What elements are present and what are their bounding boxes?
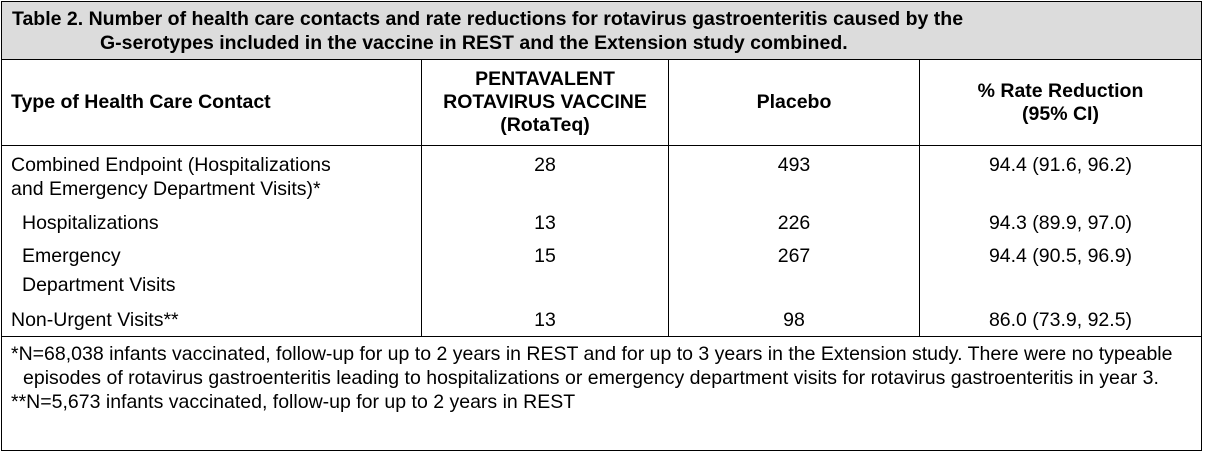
caption-line-2: G-serotypes included in the vaccine in REST and the Extension study combined. — [100, 32, 848, 54]
footnote-1: *N=68,038 infants vaccinated, follow-up for up to 2 years in REST and for up to 3 years in the Extension study. There were no typeable episodes of rotavirus gastroenteritis leading to hospitalizations or emergency department visits for rotavirus gastroenteritis in year 3. — [11, 343, 1173, 389]
placebo-value: 98 — [669, 306, 920, 336]
header-vaccine-line-2: ROTAVIRUS VACCINE — [443, 91, 647, 113]
placebo-value: 267 — [669, 239, 920, 306]
placebo-value: 226 — [669, 206, 920, 239]
data-table — [2, 60, 1201, 336]
reduction-value: 94.3 (89.9, 97.0) — [920, 206, 1202, 239]
header-rate-reduction-line-1: % Rate Reduction — [977, 79, 1144, 102]
row-label — [2, 146, 422, 207]
table-caption — [2, 2, 1201, 60]
header-type-of-contact: Type of Health Care Contact — [2, 60, 422, 146]
table-row — [2, 206, 1201, 239]
header-vaccine-line-1: PENTAVALENT — [475, 68, 615, 90]
vaccine-value: 15 — [422, 239, 669, 306]
header-row — [2, 60, 1201, 146]
row-label-line-2: Department Visits — [22, 274, 176, 296]
table-frame — [1, 1, 1202, 451]
row-label-line-2: and Emergency Department Visits)* — [11, 178, 321, 200]
placebo-value: 493 — [669, 146, 920, 207]
header-placebo: Placebo — [669, 60, 920, 146]
vaccine-value: 13 — [422, 206, 669, 239]
row-label-line-1: Combined Endpoint (Hospitalizations — [11, 154, 331, 176]
table-row — [2, 146, 1201, 207]
table-row — [2, 306, 1201, 336]
header-vaccine-line-3: (RotaTeq) — [500, 114, 590, 136]
header-rate-reduction-line-2: (95% CI) — [1022, 102, 1099, 125]
row-label — [2, 239, 422, 306]
row-label-line-1: Emergency — [22, 245, 121, 267]
row-label: Hospitalizations — [22, 212, 159, 234]
header-rate-reduction — [920, 60, 1202, 146]
reduction-value: 86.0 (73.9, 92.5) — [920, 306, 1202, 336]
reduction-value: 94.4 (90.5, 96.9) — [920, 239, 1202, 306]
reduction-value: 94.4 (91.6, 96.2) — [920, 146, 1202, 207]
footnote-2: **N=5,673 infants vaccinated, follow-up for up to 2 years in REST — [11, 391, 576, 413]
caption-line-1: Table 2. Number of health care contacts and rate reductions for rotavirus gastroenteritis caused by the — [12, 8, 964, 30]
table-row — [2, 239, 1201, 306]
vaccine-value: 13 — [422, 306, 669, 336]
row-label: Non-Urgent Visits** — [11, 309, 179, 331]
footnotes — [2, 336, 1201, 414]
header-vaccine — [422, 60, 669, 146]
vaccine-value: 28 — [422, 146, 669, 207]
